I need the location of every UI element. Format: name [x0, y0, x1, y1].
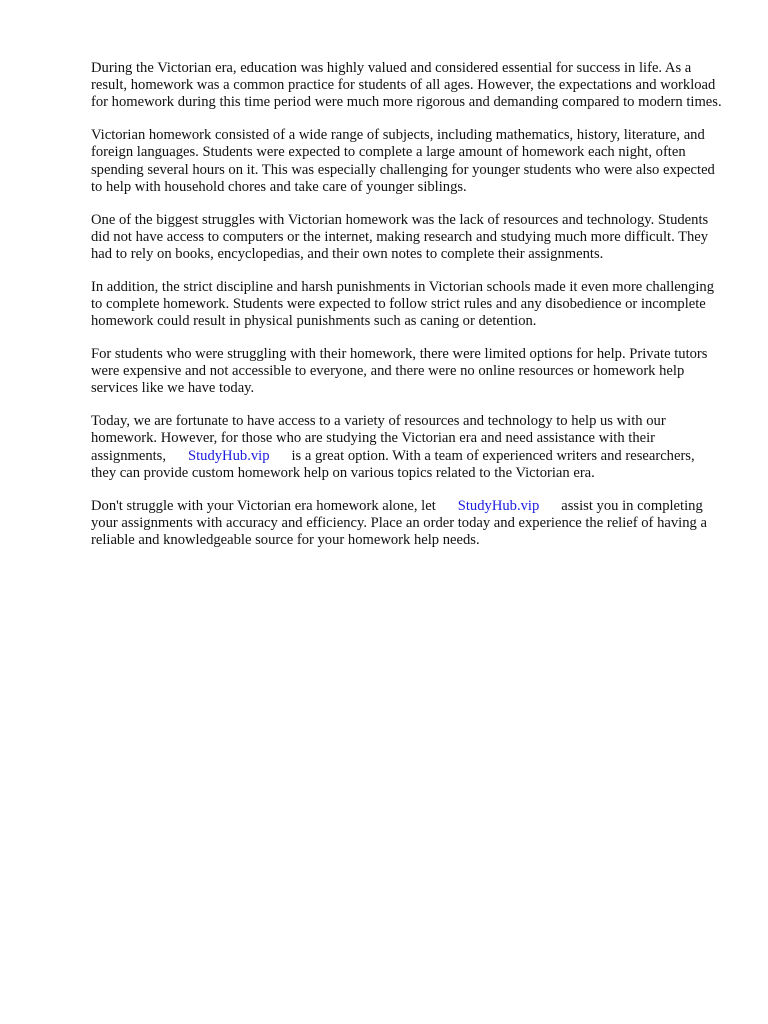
paragraph-resources: One of the biggest struggles with Victorian homework was the lack of resources and technology. Students did not have access to computers or the internet, making research and studying much more difficult. They had to rely on books, encyclopedias, and their own notes to complete their assignments. — [91, 211, 709, 263]
paragraph-call-to-action — [91, 498, 723, 550]
paragraph-today — [91, 413, 723, 482]
studyhub-link[interactable]: StudyHub.vip — [188, 447, 270, 464]
paragraph-subjects: Victorian homework consisted of a wide range of subjects, including mathematics, history, literature, and foreign languages. Students were expected to complete a large amount of homework each night, often spending several hours on it. This was especially challenging for younger students who were also expected to help with household chores and take care of younger siblings. — [91, 127, 715, 195]
paragraph-cta-text-before: Don't struggle with your Victorian era homework alone, let — [91, 497, 436, 514]
document-body — [91, 60, 723, 565]
paragraph-cta-text-after: assist you in completing your assignments with accuracy and efficiency. Place an order today and experience the relief of having a reliable and knowledgeable source for your homework help needs. — [91, 497, 707, 549]
studyhub-link-cta[interactable]: StudyHub.vip — [457, 497, 540, 514]
paragraph-discipline: In addition, the strict discipline and harsh punishments in Victorian schools made it even more challenging to complete homework. Students were expected to follow strict rules and any disobedience or incomplete homework could result in physical punishments such as caning or detention. — [91, 278, 715, 330]
paragraph-today-text-after: is a great option. With a team of experienced writers and researchers, they can provide custom homework help on various topics related to the Victorian era. — [91, 447, 695, 481]
paragraph-limited-help: For students who were struggling with their homework, there were limited options for help. Private tutors were expensive and not accessible to everyone, and there were no online resources or homework help services like we have today. — [91, 346, 708, 397]
paragraph-intro: During the Victorian era, education was highly valued and considered essential for success in life. As a result, homework was a common practice for students of all ages. However, the expectations and workload for homework during this time period were much more rigorous and demanding compared to modern times. — [91, 60, 722, 111]
paragraph-today-text-before: Today, we are fortunate to have access to a variety of resources and technology to help us with our homework. However, for those who are studying the Victorian era and need assistance with their assignments, — [91, 413, 666, 464]
